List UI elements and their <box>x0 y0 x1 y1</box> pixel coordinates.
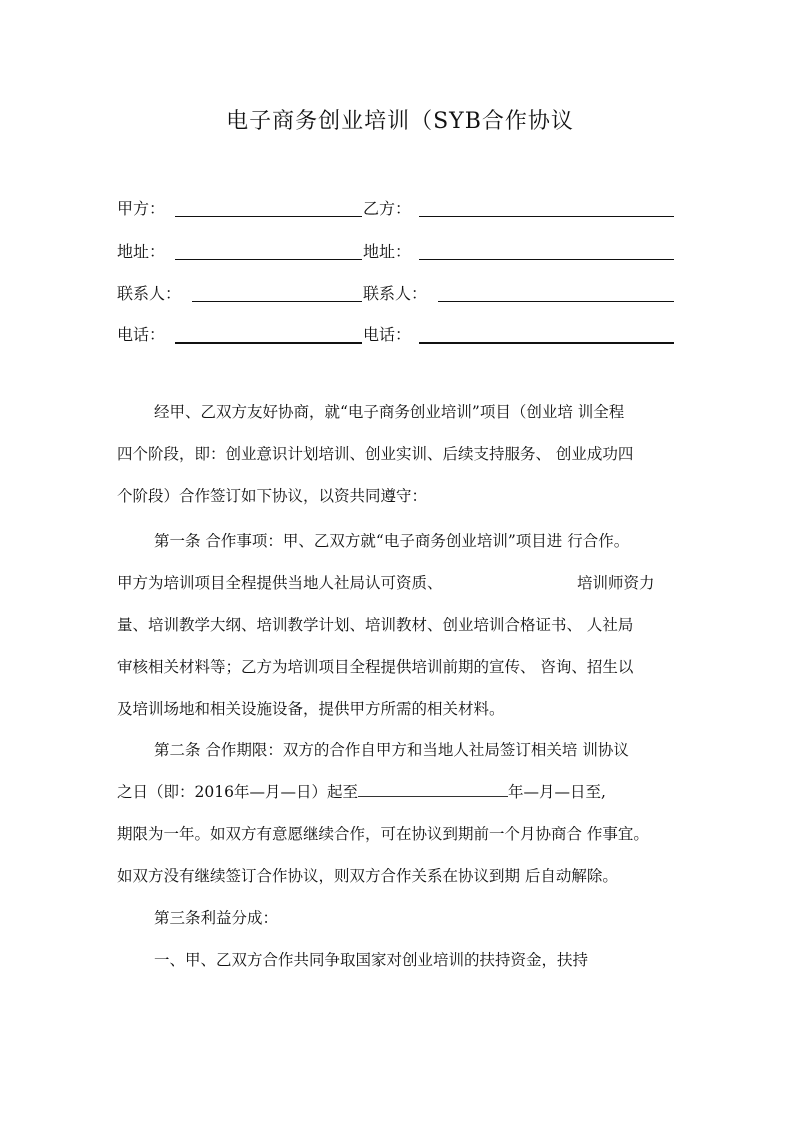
end-date-blank[interactable] <box>358 782 508 797</box>
article-2-line-with-blank <box>117 780 606 802</box>
party-b-blank[interactable] <box>419 216 674 217</box>
contact-b-blank[interactable] <box>438 301 674 302</box>
article-1-line: 甲方为培训项目全程提供当地人社局认可资质、 <box>117 574 443 592</box>
address-b-blank[interactable] <box>419 259 674 260</box>
phone-b-blank[interactable] <box>419 342 674 344</box>
article-1-line: 第一条 合作事项：甲、乙双方就“电子商务创业培训”项目进 行合作。 <box>154 532 630 550</box>
contact-row <box>117 281 677 311</box>
address-a-blank[interactable] <box>175 259 362 260</box>
contact-a-label: 联系人： <box>117 284 182 303</box>
party-row <box>117 196 677 226</box>
intro-line: 个阶段）合作签订如下协议，以资共同遵守： <box>117 487 428 505</box>
article-1-line: 量、培训教学大纲、培训教学计划、培训教材、创业培训合格证书、 人社局 <box>117 616 634 634</box>
phone-a-blank[interactable] <box>175 342 362 344</box>
party-b-label: 乙方： <box>363 199 412 218</box>
article-2-line: 期限为一年。如双方有意愿继续合作，可在协议到期前一个月协商合 作事宜。 <box>117 825 649 843</box>
article-1-line: 培训师资力 <box>577 574 655 592</box>
address-b-label: 地址： <box>363 242 412 261</box>
article-2-line: 如双方没有继续签订合作协议，则双方合作关系在协议到期 后自动解除。 <box>117 867 618 885</box>
article-2-text: 之日（即：2016年—月—日）起至 <box>117 783 358 801</box>
document-title: 电子商务创业培训（SYB合作协议 <box>226 109 574 134</box>
article-3-item-1: 一、甲、乙双方合作共同争取国家对创业培训的扶持资金，扶持 <box>154 951 589 969</box>
address-a-label: 地址： <box>117 242 166 261</box>
party-a-label: 甲方： <box>117 199 166 218</box>
phone-b-label: 电话： <box>363 325 412 344</box>
article-1-line: 审核相关材料等；乙方为培训项目全程提供培训前期的宣传、 咨询、招生以 <box>117 658 634 676</box>
address-row <box>117 239 677 269</box>
party-a-blank[interactable] <box>175 216 362 217</box>
phone-row <box>117 322 677 352</box>
intro-line: 四个阶段，即：创业意识计划培训、创业实训、后续支持服务、 创业成功四 <box>117 445 634 463</box>
contact-a-blank[interactable] <box>192 301 362 302</box>
article-2-line: 第二条 合作期限：双方的合作自甲方和当地人社局签订相关培 训协议 <box>154 741 629 759</box>
contact-b-label: 联系人： <box>363 284 428 303</box>
article-1-line: 及培训场地和相关设施设备，提供甲方所需的相关材料。 <box>117 700 505 718</box>
article-2-text: 年—月—日至, <box>507 783 606 801</box>
phone-a-label: 电话： <box>117 325 166 344</box>
intro-line: 经甲、乙双方友好协商，就“电子商务创业培训”项目（创业培 训全程 <box>154 403 625 421</box>
article-3-heading: 第三条利益分成： <box>154 909 279 927</box>
